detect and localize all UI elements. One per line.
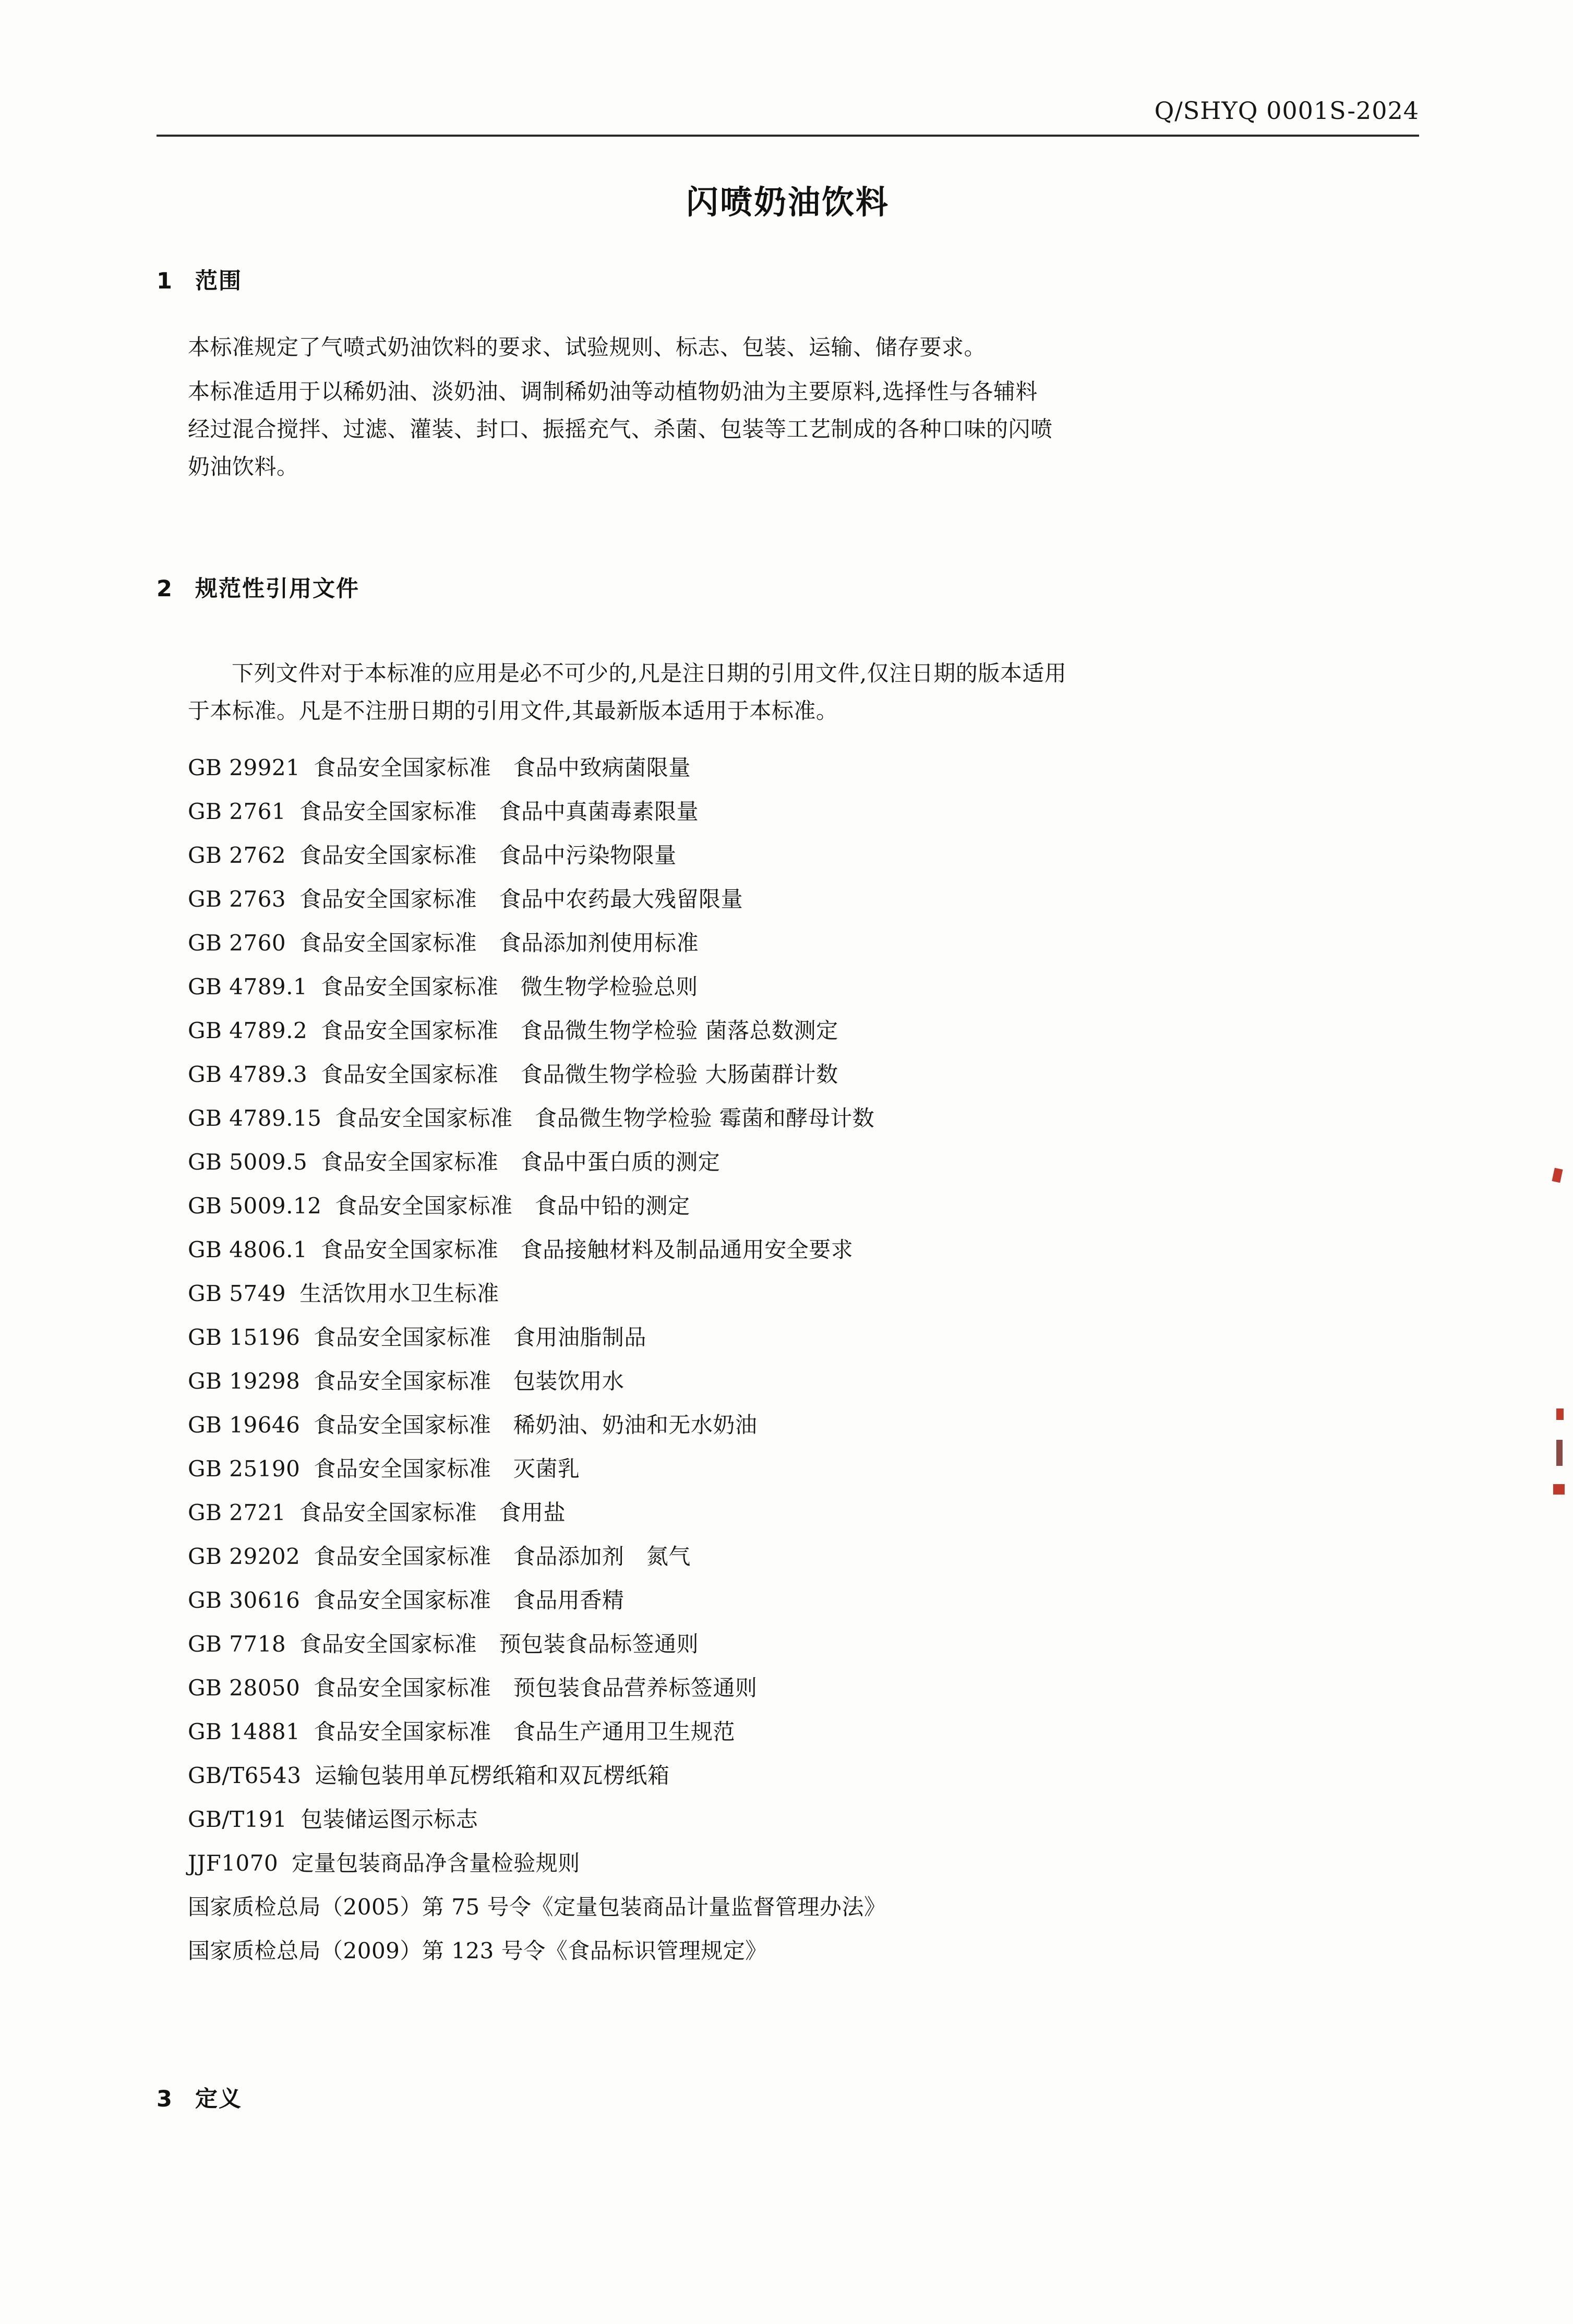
reference-code: JJF1070: [188, 1850, 279, 1876]
reference-code: GB 29202: [188, 1544, 301, 1569]
reference-title: 食品安全国家标准 食品中农药最大残留限量: [299, 886, 743, 912]
page-content: [157, 0, 1419, 2324]
list-item: [188, 1053, 1419, 1097]
list-item: [188, 1929, 1419, 1973]
list-item: [188, 1622, 1419, 1666]
list-item: [188, 1491, 1419, 1535]
margin-mark: [1556, 1408, 1564, 1420]
reference-code: GB 14881: [188, 1719, 301, 1744]
reference-title: 食品安全国家标准 食品用香精: [314, 1587, 625, 1613]
reference-title: 食品安全国家标准 食品微生物学检验 大肠菌群计数: [321, 1062, 838, 1087]
paragraph-line: 下列文件对于本标准的应用是必不可少的,凡是注日期的引用文件,仅注日期的版本适用: [232, 660, 1067, 686]
reference-title: 食品安全国家标准 食用盐: [299, 1500, 566, 1525]
reference-code: GB 2763: [188, 886, 286, 912]
reference-title: 运输包装用单瓦楞纸箱和双瓦楞纸箱: [315, 1763, 670, 1788]
reference-code: GB 4806.1: [188, 1237, 308, 1262]
reference-title: 食品安全国家标准 食品中致病菌限量: [314, 755, 691, 780]
list-item: [188, 746, 1419, 790]
reference-title: 食品安全国家标准 预包装食品营养标签通则: [314, 1675, 758, 1701]
list-item: [188, 1272, 1419, 1316]
reference-title: 定量包装商品净含量检验规则: [292, 1850, 580, 1876]
reference-code: GB 29921: [188, 755, 301, 780]
section-heading-3: [157, 2081, 242, 2113]
margin-mark: [1556, 1440, 1563, 1466]
margin-mark: [1553, 1484, 1565, 1495]
list-item: [188, 1885, 1419, 1929]
reference-code: GB 30616: [188, 1587, 301, 1613]
reference-code: GB 28050: [188, 1675, 301, 1701]
section-heading-2: [157, 571, 359, 603]
reference-code: GB 2721: [188, 1500, 286, 1525]
section-title-1: 范围: [195, 268, 242, 294]
reference-title: 食品安全国家标准 食品接触材料及制品通用安全要求: [321, 1237, 854, 1262]
reference-title: 食品安全国家标准 食用油脂制品: [314, 1324, 646, 1350]
list-item: [188, 1710, 1419, 1754]
list-item: [188, 1184, 1419, 1228]
list-item: [188, 1579, 1419, 1622]
reference-title: 食品安全国家标准 食品中真菌毒素限量: [299, 799, 699, 824]
reference-code: GB 2762: [188, 842, 286, 868]
list-item: [188, 1841, 1419, 1885]
reference-code: GB 19298: [188, 1368, 301, 1394]
list-item: [188, 1228, 1419, 1272]
paragraph-line: 于本标准。凡是不注册日期的引用文件,其最新版本适用于本标准。: [188, 698, 838, 724]
section-number-3: 3: [157, 2086, 173, 2112]
list-item: [188, 1535, 1419, 1579]
reference-title: 食品安全国家标准 食品添加剂使用标准: [299, 930, 699, 956]
reference-code: GB 19646: [188, 1412, 301, 1438]
list-item: [188, 1447, 1419, 1491]
reference-title: 食品安全国家标准 食品添加剂 氮气: [314, 1544, 691, 1569]
list-item: [188, 834, 1419, 877]
section-title-3: 定义: [195, 2086, 242, 2112]
reference-title: 食品安全国家标准 食品中蛋白质的测定: [321, 1149, 721, 1175]
header-divider: [157, 135, 1419, 137]
reference-title: 食品安全国家标准 食品中铅的测定: [335, 1193, 690, 1219]
list-item: [188, 1666, 1419, 1710]
reference-title: 食品安全国家标准 灭菌乳: [314, 1456, 580, 1482]
list-item: [188, 1140, 1419, 1184]
reference-title: 生活饮用水卫生标准: [299, 1281, 499, 1306]
list-item: [188, 1009, 1419, 1053]
reference-code: GB 4789.2: [188, 1018, 308, 1043]
reference-code: GB 2761: [188, 799, 286, 824]
list-item: [188, 921, 1419, 965]
reference-title: 包装储运图示标志: [301, 1807, 478, 1832]
reference-code: GB 5009.5: [188, 1149, 308, 1175]
reference-title: 食品安全国家标准 稀奶油、奶油和无水奶油: [314, 1412, 758, 1438]
section-heading-1: [157, 263, 242, 295]
reference-title: 食品安全国家标准 食品中污染物限量: [299, 842, 677, 868]
reference-code: GB 2760: [188, 930, 286, 956]
page-header-standard-code: Q/SHYQ 0001S-2024: [1154, 97, 1419, 125]
reference-code: GB 25190: [188, 1456, 301, 1482]
reference-code: GB 7718: [188, 1631, 286, 1657]
reference-title: 食品安全国家标准 食品微生物学检验 霉菌和酵母计数: [335, 1105, 875, 1131]
reference-code: GB 15196: [188, 1324, 301, 1350]
list-item: [188, 790, 1419, 834]
reference-title: 食品安全国家标准 食品微生物学检验 菌落总数测定: [321, 1018, 838, 1043]
paragraph-line: 经过混合搅拌、过滤、灌装、封口、振摇充气、杀菌、包装等工艺制成的各种口味的闪喷: [188, 416, 1053, 442]
reference-code: GB 4789.15: [188, 1105, 322, 1131]
list-item: [188, 1403, 1419, 1447]
reference-code: GB 5749: [188, 1281, 286, 1306]
section-number-1: 1: [157, 268, 173, 294]
reference-title: 食品安全国家标准 微生物学检验总则: [321, 974, 698, 1000]
margin-mark: [1552, 1168, 1563, 1183]
list-item: [188, 1097, 1419, 1140]
reference-code: GB 4789.3: [188, 1062, 308, 1087]
normative-references-list: [188, 746, 1419, 1973]
reference-title: 食品安全国家标准 食品生产通用卫生规范: [314, 1719, 735, 1744]
reference-title: 食品安全国家标准 包装饮用水: [314, 1368, 625, 1394]
reference-code: 国家质检总局（2005）第 75 号令《定量包装商品计量监督管理办法》: [188, 1894, 886, 1920]
list-item: [188, 1798, 1419, 1841]
paragraph-line: 奶油饮料。: [188, 454, 299, 479]
section-2-paragraph-1: [188, 655, 1393, 730]
paragraph-line: 本标准适用于以稀奶油、淡奶油、调制稀奶油等动植物奶油为主要原料,选择性与各辅料: [188, 379, 1038, 404]
section-title-2: 规范性引用文件: [195, 576, 359, 602]
paragraph-line: 本标准规定了气喷式奶油饮料的要求、试验规则、标志、包装、运输、储存要求。: [188, 334, 987, 360]
list-item: [188, 965, 1419, 1009]
list-item: [188, 1754, 1419, 1798]
list-item: [188, 1316, 1419, 1359]
reference-code: GB/T191: [188, 1807, 287, 1832]
list-item: [188, 877, 1419, 921]
section-number-2: 2: [157, 576, 173, 602]
section-1-paragraph-1: [188, 329, 1393, 366]
list-item: [188, 1359, 1419, 1403]
section-1-paragraph-2: [188, 373, 1393, 486]
reference-code: GB/T6543: [188, 1763, 302, 1788]
reference-title: 食品安全国家标准 预包装食品标签通则: [299, 1631, 699, 1657]
page-title: 闪喷奶油饮料: [686, 183, 890, 221]
reference-code: GB 5009.12: [188, 1193, 322, 1219]
reference-code: 国家质检总局（2009）第 123 号令《食品标识管理规定》: [188, 1938, 767, 1964]
reference-code: GB 4789.1: [188, 974, 308, 1000]
